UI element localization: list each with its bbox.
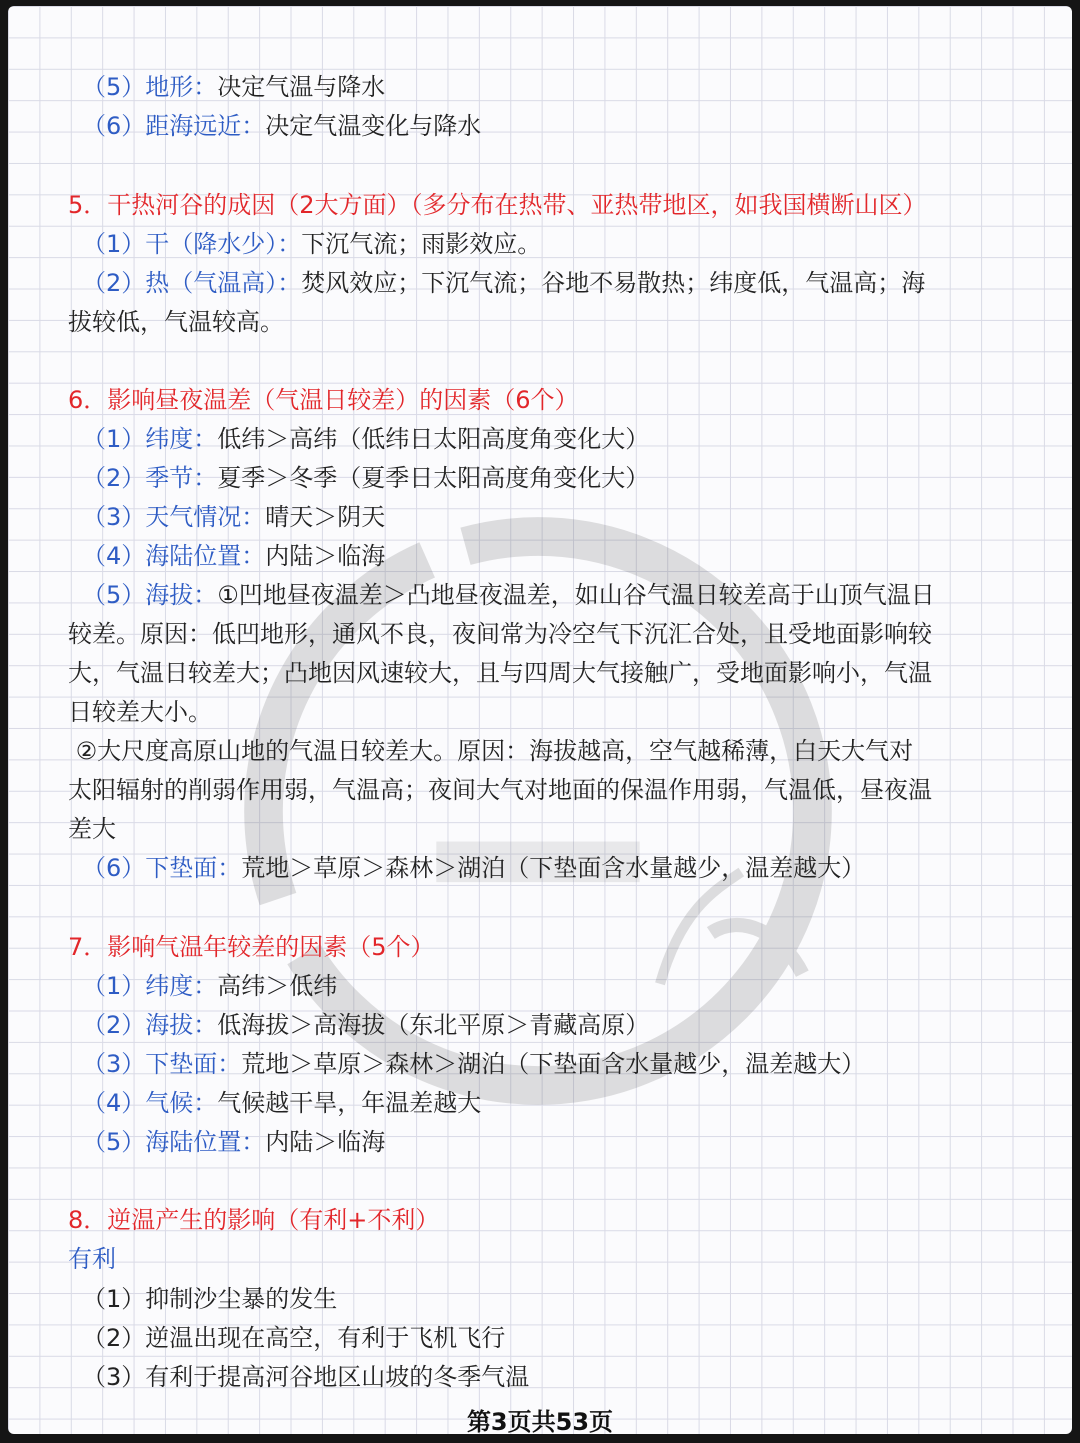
item-number: （4） (82, 542, 146, 570)
item-text: 内陆＞临海 (265, 1128, 386, 1156)
item-text: 低海拔＞高海拔（东北平原＞青藏高原） (217, 1011, 650, 1039)
item-number: （6） (82, 854, 146, 882)
list-item (82, 967, 1027, 1006)
list-item (82, 1084, 1027, 1123)
item-number: （3） (82, 1363, 146, 1391)
item-text: 内陆＞临海 (265, 542, 386, 570)
item-text: 晴天＞阴天 (265, 503, 386, 531)
paragraph-line: 大，气温日较差大；凸地因风速较大，且与四周大气接触广，受地面影响小，气温 (68, 659, 932, 687)
item-label: 下垫面： (145, 854, 242, 882)
paragraph-line: 差大 (68, 815, 116, 843)
section-heading: 8．逆温产生的影响（有利+不利） (68, 1206, 440, 1234)
item-text: 夏季＞冬季（夏季日太阳高度角变化大） (217, 464, 650, 492)
item-number: （2） (82, 1011, 146, 1039)
item-number: （3） (82, 1050, 146, 1078)
item-label: 海拔： (145, 581, 218, 609)
document-body (8, 6, 1072, 1434)
paragraph-line: 太阳辐射的削弱作用弱，气温高；夜间大气对地面的保温作用弱，气温低，昼夜温 (68, 776, 932, 804)
item-number: （4） (82, 1089, 146, 1117)
item-label: 季节： (145, 464, 218, 492)
paragraph-line: 较差。原因：低凹地形，通风不良，夜间常为冷空气下沉汇合处，且受地面影响较 (68, 620, 932, 648)
item-number: （1） (82, 1285, 146, 1313)
item-text: 荒地＞草原＞森林＞湖泊（下垫面含水量越少，温差越大） (241, 854, 866, 882)
item-text: 决定气温变化与降水 (265, 112, 482, 140)
list-item (82, 576, 1027, 615)
subsection-heading: 有利 (68, 1245, 116, 1273)
item-text: 有利于提高河谷地区山坡的冬季气温 (145, 1363, 530, 1391)
item-label: 气候： (145, 1089, 218, 1117)
list-item (82, 68, 1027, 107)
list-item (82, 498, 1027, 537)
list-item (82, 264, 1027, 303)
item-label: 下垫面： (145, 1050, 242, 1078)
item-text: 下沉气流；雨影效应。 (301, 230, 542, 258)
list-item (82, 1319, 1027, 1358)
item-number: （2） (82, 464, 146, 492)
item-number: （3） (82, 503, 146, 531)
list-item (82, 1123, 1027, 1162)
item-label: 热（气温高）： (145, 269, 302, 297)
item-number: （5） (82, 73, 146, 101)
item-number: （6） (82, 112, 146, 140)
item-text: 低纬＞高纬（低纬日太阳高度角变化大） (217, 425, 650, 453)
list-item (82, 459, 1027, 498)
item-text: 气候越干旱，年温差越大 (217, 1089, 482, 1117)
item-number: （1） (82, 425, 146, 453)
item-label: 天气情况： (145, 503, 266, 531)
paragraph-line: 日较差大小。 (68, 698, 212, 726)
list-item (82, 107, 1027, 146)
page-number: 第3页共53页 (466, 1408, 614, 1434)
item-label: 干（降水少）： (145, 230, 302, 258)
item-text: 逆温出现在高空，有利于飞机飞行 (145, 1324, 506, 1352)
item-label: 海陆位置： (145, 1128, 266, 1156)
item-number: （1） (82, 230, 146, 258)
item-number: （2） (82, 1324, 146, 1352)
item-label: 海拔： (145, 1011, 218, 1039)
list-item (82, 1006, 1027, 1045)
item-text: 荒地＞草原＞森林＞湖泊（下垫面含水量越少，温差越大） (241, 1050, 866, 1078)
item-text: 决定气温与降水 (217, 73, 386, 101)
list-item (82, 537, 1027, 576)
list-item (82, 1045, 1027, 1084)
item-text: 焚风效应；下沉气流；谷地不易散热；纬度低，气温高；海 (301, 269, 926, 297)
item-number: （5） (82, 1128, 146, 1156)
item-label: 海陆位置： (145, 542, 266, 570)
paragraph-line: 拔较低，气温较高。 (68, 308, 284, 336)
item-number: （5） (82, 581, 146, 609)
item-label: 纬度： (145, 425, 218, 453)
document-page (8, 6, 1072, 1434)
item-text: 高纬＞低纬 (217, 972, 338, 1000)
list-item (82, 1358, 1027, 1397)
item-text: ①凹地昼夜温差＞凸地昼夜温差，如山谷气温日较差高于山顶气温日 (217, 581, 935, 609)
paragraph-line: ②大尺度高原山地的气温日较差大。原因：海拔越高，空气越稀薄，白天大气对 (68, 737, 914, 765)
item-text: 抑制沙尘暴的发生 (145, 1285, 338, 1313)
section-heading: 6．影响昼夜温差（气温日较差）的因素（6个） (68, 386, 579, 414)
item-number: （2） (82, 269, 146, 297)
list-item (82, 225, 1027, 264)
section-heading: 7．影响气温年较差的因素（5个） (68, 933, 435, 961)
list-item (82, 420, 1027, 459)
item-label: 地形： (145, 73, 218, 101)
item-label: 距海远近： (145, 112, 266, 140)
section-heading: 5．干热河谷的成因（2大方面）（多分布在热带、亚热带地区，如我国横断山区） (68, 191, 927, 219)
item-number: （1） (82, 972, 146, 1000)
list-item (82, 1280, 1027, 1319)
list-item (82, 849, 1027, 888)
item-label: 纬度： (145, 972, 218, 1000)
